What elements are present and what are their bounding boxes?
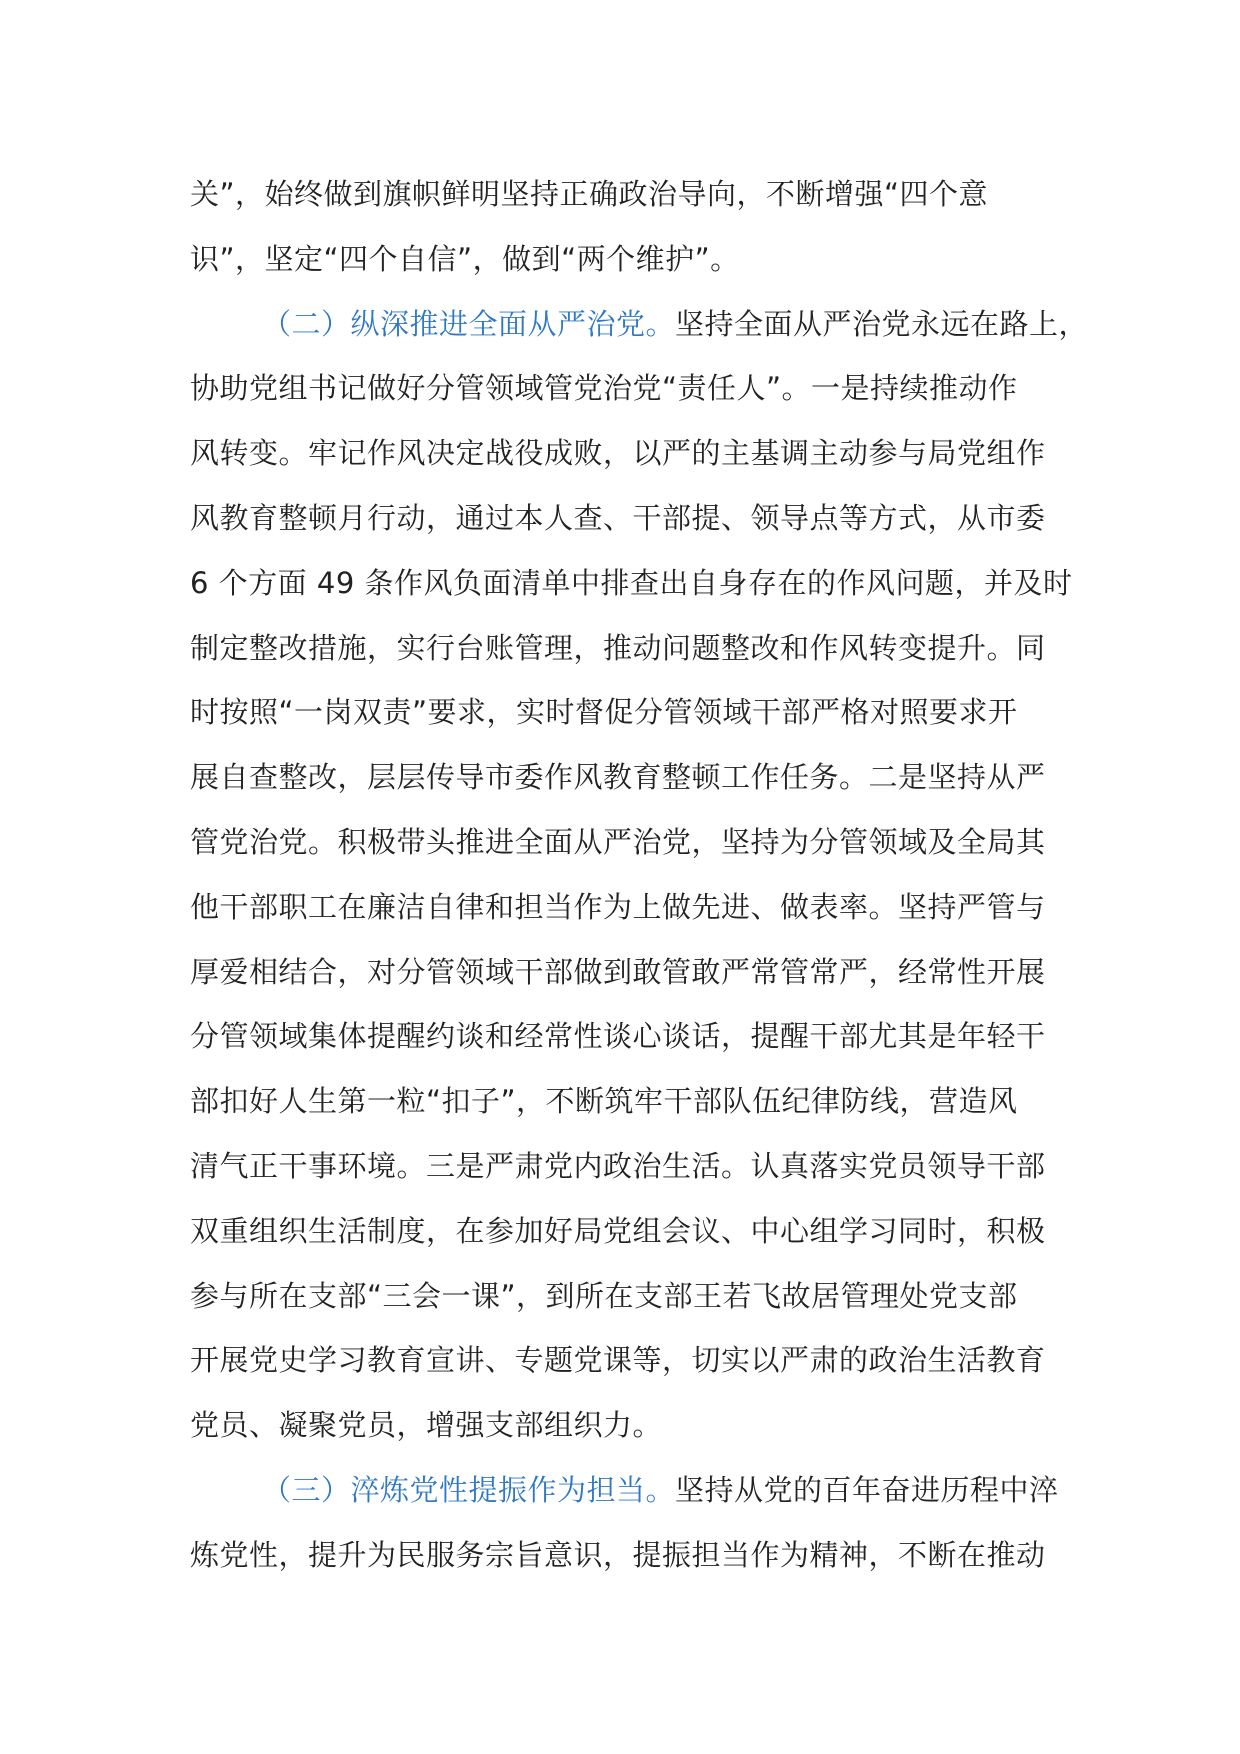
text-line: 制定整改措施，实行台账管理，推动问题整改和作风转变提升。同	[190, 630, 1046, 665]
paragraph-section-2	[190, 292, 1089, 1458]
text-line: 风教育整顿月行动，通过本人查、干部提、领导点等方式，从市委	[190, 500, 1046, 535]
section-heading: （三）淬炼党性提振作为担当。	[262, 1472, 676, 1507]
text-line: 他干部职工在廉洁自律和担当作为上做先进、做表率。坚持严管与	[190, 889, 1046, 924]
text-line: 识”，坚定“四个自信”，做到“两个维护”。	[190, 241, 740, 276]
section-first-line	[190, 1458, 1070, 1523]
text-line: 参与所在支部“三会一课”，到所在支部王若飞故居管理处党支部	[190, 1278, 1018, 1313]
text-line: 管党治党。积极带头推进全面从严治党，坚持为分管领域及全局其	[190, 824, 1046, 859]
document-page	[190, 162, 1089, 1588]
text-line: 炼党性，提升为民服务宗旨意识，提振担当作为精神，不断在推动	[190, 1537, 1046, 1572]
text-run: 坚持全面从严治党永远在路上，	[675, 306, 1089, 341]
paragraph-section-3	[190, 1458, 1070, 1588]
text-line: 厚爱相结合，对分管领域干部做到敢管敢严常管常严，经常性开展	[190, 954, 1046, 989]
text-line: 开展党史学习教育宣讲、专题党课等，切实以严肃的政治生活教育	[190, 1343, 1046, 1378]
text-line: 展自查整改，层层传导市委作风教育整顿工作任务。二是坚持从严	[190, 760, 1046, 795]
paragraph-continuation	[190, 162, 1070, 292]
text-line: 6 个方面 49 条作风负面清单中排查出自身存在的作风问题，并及时	[190, 565, 1073, 600]
text-line: 关”，始终做到旗帜鲜明坚持正确政治导向，不断增强“四个意	[190, 177, 989, 211]
section-heading: （二）纵深推进全面从严治党。	[262, 306, 676, 341]
section-first-line	[190, 292, 1089, 357]
text-line: 协助党组书记做好分管领域管党治党“责任人”。一是持续推动作	[190, 371, 1018, 406]
text-run: 坚持从党的百年奋进历程中淬	[675, 1472, 1059, 1507]
text-line: 党员、凝聚党员，增强支部组织力。	[190, 1408, 663, 1443]
text-line: 双重组织生活制度，在参加好局党组会议、中心组学习同时，积极	[190, 1213, 1046, 1248]
text-line: 分管领域集体提醒约谈和经常性谈心谈话，提醒干部尤其是年轻干	[190, 1019, 1046, 1054]
text-line: 清气正干事环境。三是严肃党内政治生活。认真落实党员领导干部	[190, 1148, 1046, 1183]
text-line: 时按照“一岗双责”要求，实时督促分管领域干部严格对照要求开	[190, 695, 1018, 730]
text-line: 风转变。牢记作风决定战役成败，以严的主基调主动参与局党组作	[190, 436, 1046, 471]
text-line: 部扣好人生第一粒“扣子”，不断筑牢干部队伍纪律防线，营造风	[190, 1084, 1018, 1119]
